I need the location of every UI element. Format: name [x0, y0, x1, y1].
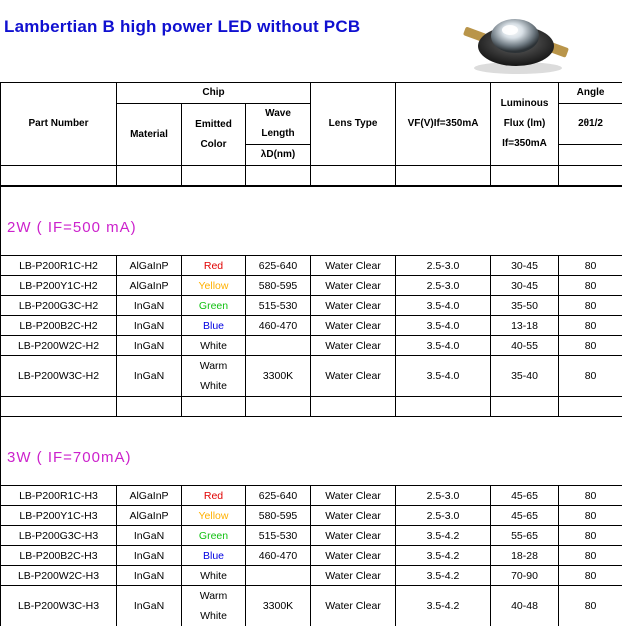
- section-gap-cell: [1, 417, 622, 431]
- spacer-cell: [396, 397, 491, 417]
- spacer-cell: [311, 397, 396, 417]
- table-row: [1, 506, 622, 526]
- luminous-flux-cell: 40-55: [491, 336, 559, 356]
- lens-type-cell: Water Clear: [311, 316, 396, 336]
- material-cell: InGaN: [117, 526, 182, 546]
- header-angle-value: 2θ1/2: [559, 104, 622, 145]
- luminous-flux-cell: 13-18: [491, 316, 559, 336]
- vf-cell: 2.5-3.0: [396, 256, 491, 276]
- material-cell: AlGaInP: [117, 276, 182, 296]
- spacer-cell: [182, 397, 246, 417]
- emitted-color-cell: Warm White: [182, 586, 246, 626]
- wave-length-cell: 625-640: [246, 256, 311, 276]
- vf-cell: 3.5-4.2: [396, 586, 491, 626]
- section-gap-row: [1, 186, 622, 200]
- wave-length-cell: 625-640: [246, 486, 311, 506]
- section-label: 2W ( IF=500 mA): [1, 200, 622, 256]
- part-number-cell: LB-P200W2C-H3: [1, 566, 117, 586]
- emitted-color-cell: Red: [182, 256, 246, 276]
- wave-length-cell: 580-595: [246, 276, 311, 296]
- emitted-color-cell: Blue: [182, 546, 246, 566]
- angle-cell: 80: [559, 296, 622, 316]
- luminous-flux-cell: 35-40: [491, 356, 559, 397]
- table-row: [1, 296, 622, 316]
- spacer-cell: [117, 397, 182, 417]
- vf-cell: 3.5-4.0: [396, 296, 491, 316]
- part-number-cell: LB-P200R1C-H2: [1, 256, 117, 276]
- part-number-cell: LB-P200W3C-H2: [1, 356, 117, 397]
- vf-cell: 3.5-4.0: [396, 336, 491, 356]
- header-lens-type: Lens Type: [311, 83, 396, 166]
- part-number-cell: LB-P200B2C-H3: [1, 546, 117, 566]
- wave-length-cell: [246, 336, 311, 356]
- angle-cell: 80: [559, 316, 622, 336]
- header-part-number: Part Number: [1, 83, 117, 166]
- lens-type-cell: Water Clear: [311, 506, 396, 526]
- table-row: [1, 546, 622, 566]
- spacer-row: [1, 397, 622, 417]
- material-cell: AlGaInP: [117, 506, 182, 526]
- emitted-color-cell: Warm White: [182, 356, 246, 397]
- table-row: [1, 526, 622, 546]
- angle-cell: 80: [559, 506, 622, 526]
- material-cell: InGaN: [117, 356, 182, 397]
- table-row: [1, 256, 622, 276]
- header-chip: Chip: [117, 83, 311, 104]
- table-row: [1, 586, 622, 626]
- vf-cell: 3.5-4.0: [396, 316, 491, 336]
- wave-length-cell: 515-530: [246, 296, 311, 316]
- emitted-color-cell: Yellow: [182, 276, 246, 296]
- header-angle: Angle: [559, 83, 622, 104]
- header-material: Material: [117, 104, 182, 166]
- wave-length-cell: 3300K: [246, 356, 311, 397]
- part-number-cell: LB-P200Y1C-H2: [1, 276, 117, 296]
- material-cell: InGaN: [117, 586, 182, 626]
- header-emitted-color: Emitted Color: [182, 104, 246, 166]
- angle-cell: 80: [559, 336, 622, 356]
- part-number-cell: LB-P200G3C-H3: [1, 526, 117, 546]
- material-cell: InGaN: [117, 316, 182, 336]
- angle-cell: 80: [559, 546, 622, 566]
- header-vf: VF(V)If=350mA: [396, 83, 491, 166]
- vf-cell: 2.5-3.0: [396, 486, 491, 506]
- vf-cell: 3.5-4.2: [396, 546, 491, 566]
- lens-type-cell: Water Clear: [311, 336, 396, 356]
- emitted-color-cell: Red: [182, 486, 246, 506]
- section-label: 3W ( IF=700mA): [1, 431, 622, 486]
- vf-cell: 2.5-3.0: [396, 276, 491, 296]
- luminous-flux-cell: 70-90: [491, 566, 559, 586]
- luminous-flux-cell: 45-65: [491, 486, 559, 506]
- wave-length-cell: 515-530: [246, 526, 311, 546]
- vf-cell: 3.5-4.2: [396, 566, 491, 586]
- angle-cell: 80: [559, 586, 622, 626]
- lens-type-cell: Water Clear: [311, 586, 396, 626]
- angle-cell: 80: [559, 276, 622, 296]
- luminous-flux-cell: 30-45: [491, 256, 559, 276]
- vf-cell: 2.5-3.0: [396, 506, 491, 526]
- led-emitter-icon: [458, 6, 574, 76]
- wave-length-cell: 460-470: [246, 546, 311, 566]
- lens-type-cell: Water Clear: [311, 566, 396, 586]
- table-row: [1, 336, 622, 356]
- material-cell: InGaN: [117, 336, 182, 356]
- lens-type-cell: Water Clear: [311, 296, 396, 316]
- part-number-cell: LB-P200W3C-H3: [1, 586, 117, 626]
- material-cell: AlGaInP: [117, 486, 182, 506]
- wave-length-cell: 580-595: [246, 506, 311, 526]
- part-number-cell: LB-P200W2C-H2: [1, 336, 117, 356]
- material-cell: InGaN: [117, 566, 182, 586]
- luminous-flux-cell: 30-45: [491, 276, 559, 296]
- spacer-row: [1, 166, 622, 186]
- wave-length-cell: 460-470: [246, 316, 311, 336]
- emitted-color-cell: Green: [182, 296, 246, 316]
- lens-type-cell: Water Clear: [311, 356, 396, 397]
- luminous-flux-cell: 55-65: [491, 526, 559, 546]
- part-number-cell: LB-P200Y1C-H3: [1, 506, 117, 526]
- angle-cell: 80: [559, 356, 622, 397]
- section-gap-row: [1, 417, 622, 431]
- wave-length-cell: 3300K: [246, 586, 311, 626]
- lens-type-cell: Water Clear: [311, 546, 396, 566]
- wave-length-cell: [246, 566, 311, 586]
- material-cell: AlGaInP: [117, 256, 182, 276]
- material-cell: InGaN: [117, 546, 182, 566]
- part-number-cell: LB-P200B2C-H2: [1, 316, 117, 336]
- part-number-cell: LB-P200R1C-H3: [1, 486, 117, 506]
- header-wave-unit: λD(nm): [246, 145, 311, 166]
- luminous-flux-cell: 45-65: [491, 506, 559, 526]
- table-row: [1, 316, 622, 336]
- section-header-row: [1, 200, 622, 256]
- emitted-color-cell: Blue: [182, 316, 246, 336]
- page-title: Lambertian B high power LED without PCB: [4, 17, 361, 36]
- luminous-flux-cell: 18-28: [491, 546, 559, 566]
- section-gap-cell: [1, 186, 622, 200]
- table-row: [1, 356, 622, 397]
- spacer-cell: [246, 397, 311, 417]
- emitted-color-cell: Yellow: [182, 506, 246, 526]
- vf-cell: 3.5-4.0: [396, 356, 491, 397]
- table-row: [1, 276, 622, 296]
- luminous-flux-cell: 40-48: [491, 586, 559, 626]
- luminous-flux-cell: 35-50: [491, 296, 559, 316]
- angle-cell: 80: [559, 256, 622, 276]
- lens-type-cell: Water Clear: [311, 256, 396, 276]
- lens-type-cell: Water Clear: [311, 486, 396, 506]
- material-cell: InGaN: [117, 296, 182, 316]
- header-luminous-flux: Luminous Flux (lm) If=350mA: [491, 83, 559, 166]
- table-row: [1, 566, 622, 586]
- led-spec-table: [0, 82, 622, 626]
- emitted-color-cell: White: [182, 336, 246, 356]
- angle-cell: 80: [559, 486, 622, 506]
- part-number-cell: LB-P200G3C-H2: [1, 296, 117, 316]
- vf-cell: 3.5-4.2: [396, 526, 491, 546]
- spacer-cell: [1, 397, 117, 417]
- angle-cell: 80: [559, 566, 622, 586]
- table-row: [1, 486, 622, 506]
- lens-type-cell: Water Clear: [311, 276, 396, 296]
- lens-type-cell: Water Clear: [311, 526, 396, 546]
- angle-cell: 80: [559, 526, 622, 546]
- header-wave-length: Wave Length: [246, 104, 311, 145]
- emitted-color-cell: White: [182, 566, 246, 586]
- emitted-color-cell: Green: [182, 526, 246, 546]
- spacer-cell: [559, 397, 622, 417]
- spacer-cell: [491, 397, 559, 417]
- section-header-row: [1, 431, 622, 486]
